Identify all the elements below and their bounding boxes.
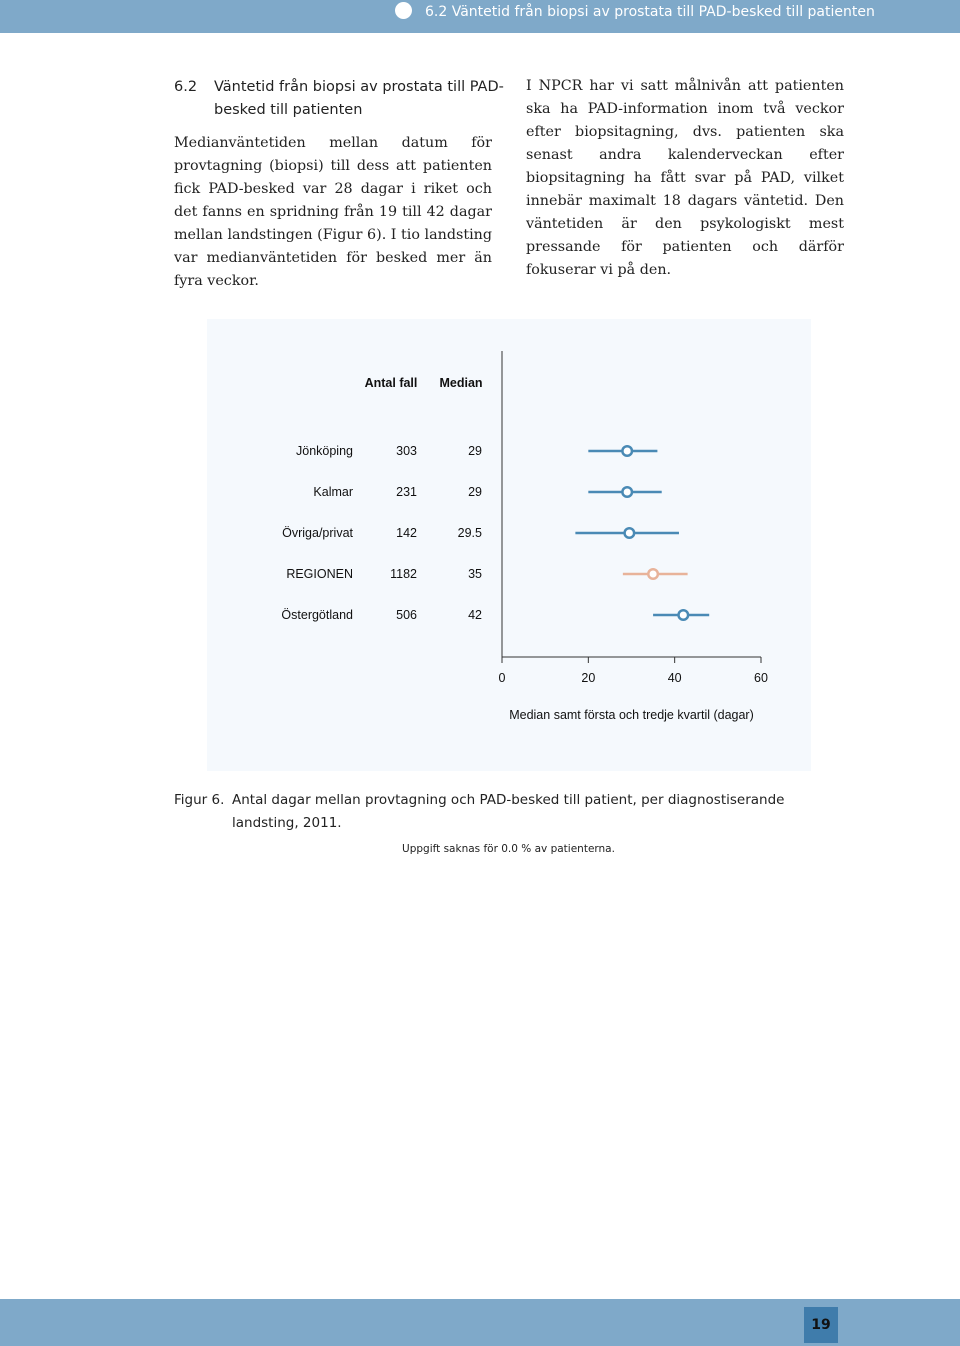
figure-caption-text: Antal dagar mellan provtagning och PAD-besked till patient, per diagnostiserande landsting, 2011. (232, 792, 785, 831)
x-tick-label: 20 (581, 671, 596, 685)
x-tick-label: 60 (754, 671, 768, 685)
row-count: 142 (396, 526, 417, 540)
row-count: 231 (396, 485, 417, 499)
section-title: Väntetid från biopsi av prostata till PAD-besked till patienten (214, 79, 504, 118)
x-tick-label: 0 (498, 671, 506, 685)
median-marker (622, 446, 632, 456)
row-median: 29.5 (457, 526, 482, 540)
row-label: Östergötland (281, 608, 353, 622)
row-count: 1182 (390, 567, 417, 581)
x-tick-label: 40 (667, 671, 682, 685)
row-label: Jönköping (296, 444, 353, 458)
figure-label: Figur 6. (174, 792, 225, 808)
page-number: 19 (804, 1307, 838, 1343)
median-marker (648, 569, 658, 579)
median-marker (622, 487, 632, 497)
row-label: Kalmar (313, 485, 353, 499)
figure-note: Uppgift saknas för 0.0 % av patienterna. (402, 843, 615, 855)
paragraph-right: I NPCR har vi satt målnivån att patienten ska ha PAD-information inom två veckor efter biopsitagning, dvs. patienten ska senast andra kalenderveckan efter biopsitagning ha fått svar på PAD, vilket innebär maximalt 18 dagars väntetid. Den väntetiden är den psykologiskt mest pressande för patienten och därför fokuserar vi på den. (526, 78, 844, 278)
forest-plot (207, 319, 811, 771)
row-label: REGIONEN (286, 567, 353, 581)
row-median: 35 (468, 567, 482, 581)
median-marker (625, 528, 635, 538)
row-count: 506 (396, 608, 417, 622)
row-median: 29 (468, 444, 482, 458)
row-median: 29 (468, 485, 482, 499)
x-axis-label: Median samt första och tredje kvartil (dagar) (509, 708, 754, 722)
section-number: 6.2 (174, 79, 198, 95)
header-bullet-icon (395, 2, 412, 19)
figure-caption (174, 789, 854, 835)
paragraph-left: Medianväntetiden mellan datum för provtagning (biopsi) till dess att patienten fick PAD-besked var 28 dagar i riket och det fanns en spridning från 19 till 42 dagar mellan landstingen (Figur 6). I tio landsting var medianväntetiden för besked mer än fyra veckor. (174, 135, 492, 289)
header-bar (0, 0, 960, 33)
forest-plot-figure (207, 319, 811, 771)
median-marker (679, 610, 689, 620)
column-header-median: Median (439, 376, 483, 390)
running-header-title: 6.2 Väntetid från biopsi av prostata till PAD-besked till patienten (425, 4, 875, 20)
column-header-count: Antal fall (364, 376, 418, 390)
row-count: 303 (396, 444, 417, 458)
section-heading (174, 76, 504, 122)
row-median: 42 (468, 608, 482, 622)
row-label: Övriga/privat (282, 526, 353, 540)
